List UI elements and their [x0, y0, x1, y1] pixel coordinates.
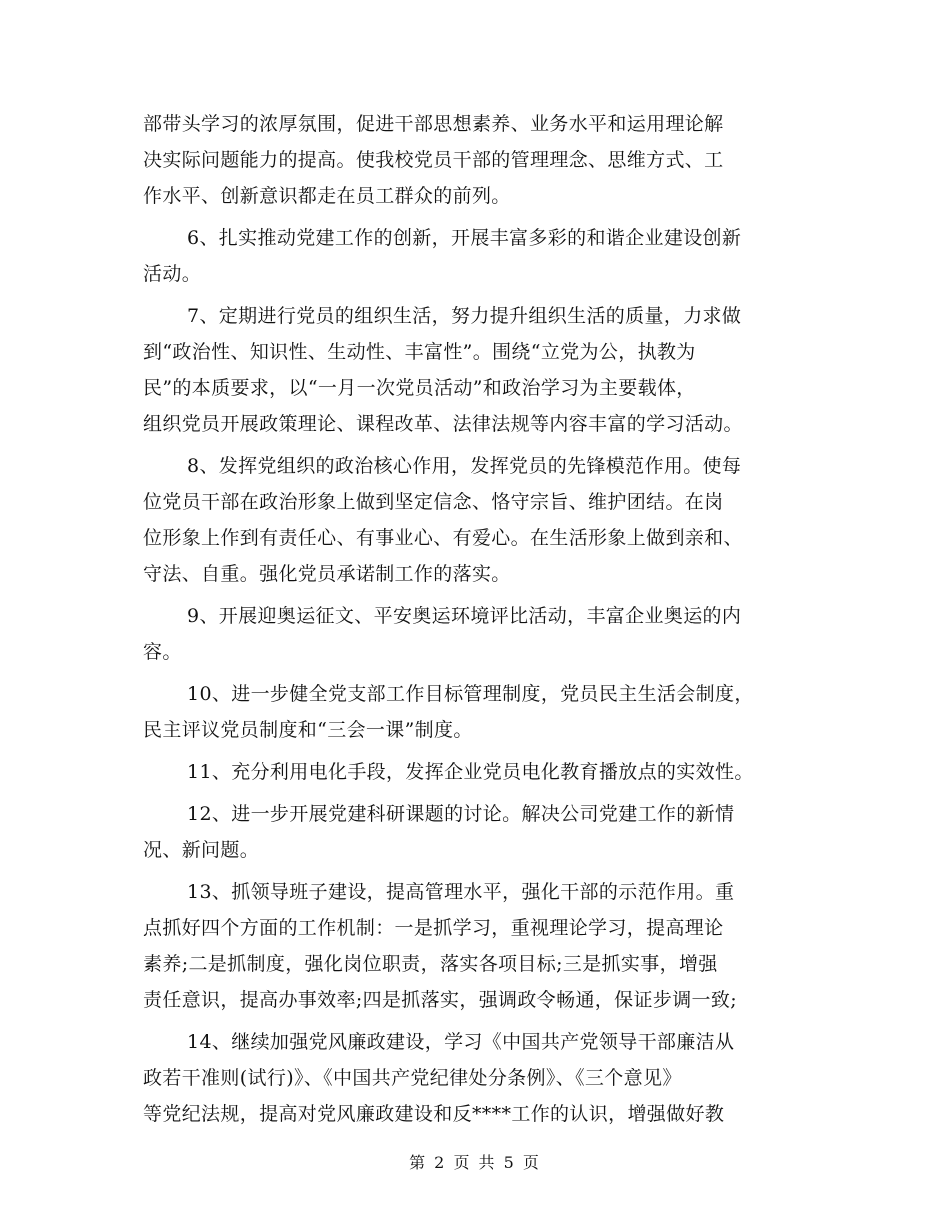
text-line: 到“政治性、知识性、生动性、丰富性”。围绕“立党为公，执教为 — [143, 341, 696, 363]
text-line: 7、定期进行党员的组织生活，努力提升组织生活的质量，力求做 — [187, 305, 742, 327]
text-line: 作水平、创新意识都走在员工群众的前列。 — [143, 185, 511, 207]
text-line: 13、抓领导班子建设，提高管理水平，强化干部的示范作用。重 — [187, 881, 735, 903]
text-line: 素养;二是抓制度，强化岗位职责，落实各项目标;三是抓实事，增强 — [143, 953, 718, 975]
text-line: 组织党员开展政策理论、课程改革、法律法规等内容丰富的学习活动。 — [143, 413, 743, 435]
text-line: 民”的本质要求，以“一月一次党员活动”和政治学习为主要载体， — [143, 377, 696, 399]
text-line: 位形象上作到有责任心、有事业心、有爱心。在生活形象上做到亲和、 — [143, 527, 743, 549]
text-line: 点抓好四个方面的工作机制：一是抓学习，重视理论学习，提高理论 — [143, 917, 724, 939]
text-line: 14、继续加强党风廉政建设，学习《中国共产党领导干部廉洁从 — [187, 1031, 735, 1053]
text-line: 责任意识，提高办事效率;四是抓落实，强调政令畅通，保证步调一致; — [143, 989, 738, 1011]
page-footer: 第 2 页 共 5 页 — [409, 1153, 541, 1172]
document-body — [143, 106, 819, 1132]
text-line: 决实际问题能力的提高。使我校党员干部的管理理念、思维方式、工 — [143, 149, 724, 171]
text-line: 8、发挥党组织的政治核心作用，发挥党员的先锋模范作用。使每 — [187, 455, 742, 477]
text-line: 12、进一步开展党建科研课题的讨论。解决公司党建工作的新情 — [187, 803, 735, 825]
text-line: 位党员干部在政治形象上做到坚定信念、恪守宗旨、维护团结。在岗 — [143, 491, 724, 513]
text-line: 11、充分利用电化手段，发挥企业党员电化教育播放点的实效性。 — [187, 761, 754, 783]
text-line: 活动。 — [143, 263, 202, 285]
text-line: 民主评议党员制度和“三会一课”制度。 — [143, 719, 473, 741]
text-line: 容。 — [143, 641, 182, 663]
text-line: 部带头学习的浓厚氛围，促进干部思想素养、业务水平和运用理论解 — [143, 113, 724, 135]
text-line: 6、扎实推动党建工作的创新，开展丰富多彩的和谐企业建设创新 — [187, 227, 742, 249]
text-line: 10、进一步健全党支部工作目标管理制度，党员民主生活会制度， — [187, 683, 754, 705]
text-line: 等党纪法规，提高对党风廉政建设和反****工作的认识，增强做好教 — [143, 1103, 725, 1125]
text-line: 9、开展迎奥运征文、平安奥运环境评比活动，丰富企业奥运的内 — [187, 605, 742, 627]
text-line: 守法、自重。强化党员承诺制工作的落实。 — [143, 563, 511, 585]
text-line: 政若干准则(试行)》、《中国共产党纪律处分条例》、《三个意见》 — [143, 1067, 682, 1089]
text-line: 况、新问题。 — [143, 839, 260, 861]
